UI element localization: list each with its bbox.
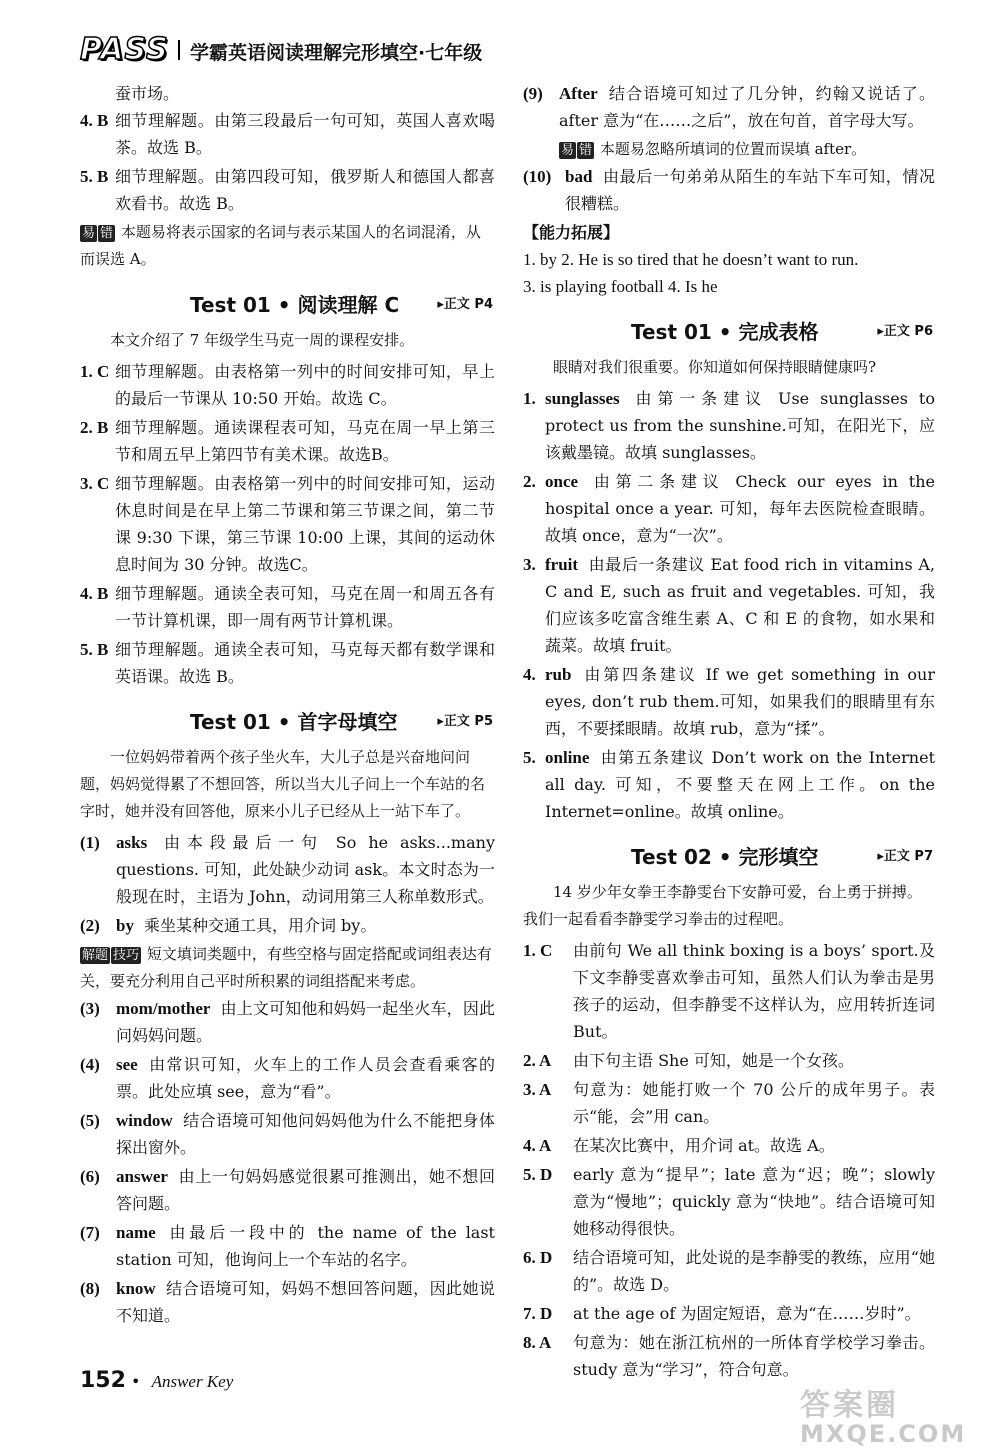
answer-item [80,636,495,690]
item-explanation: 句意为：她能打败一个 70 公斤的成年男子。表示“能，会”用 can。 [573,1080,935,1126]
answer-item [523,1244,935,1298]
header-divider [178,40,180,60]
section-intro: 眼睛对我们很重要。你知道如何保持眼睛健康吗? [553,358,877,376]
item-answer: know [116,1279,156,1298]
answer-item [523,1161,935,1242]
answer-item [80,470,495,578]
item-explanation: 由第二条建议 Check our eyes in the hospital once a year. 可知，每年去医院检查眼睛。故填 once，意为“一次”。 [545,472,935,545]
item-number: 8. A [523,1333,552,1352]
item-explanation: 乘坐某种交通工具，用介词 by。 [143,916,377,935]
item-answer: once [545,472,579,491]
answer-item [523,1329,935,1383]
item-number: 4. [523,665,536,684]
item-explanation: 由最后一段中的 the name of the last station 可知，他询问上一个车站的名字。 [116,1223,495,1269]
section-intro: 一位妈妈带着两个孩子坐火车，大儿子总是兴奋地问问题，妈妈觉得累了不想回答，所以当大儿子问上一个车站的名字时，她并没有回答他，原来小儿子已经从上一站下车了。 [80,748,486,820]
answer-item [523,744,935,825]
item-number: 6. D [523,1248,553,1267]
item-explanation: early 意为“提早”；late 意为“迟；晚”；slowly 意为“慢地”；quickly 意为“快地”。结合语境可知她移动得很快。 [573,1165,935,1238]
item-number: 3. A [523,1080,552,1099]
item-number: 1. C [523,941,553,960]
answer-item [80,995,495,1049]
item-explanation: 句意为：她在浙江杭州的一所体育学校学习拳击。study 意为“学习”，符合句意。 [573,1333,935,1379]
item-number: 2. [523,472,536,491]
item-answer: by [116,916,134,935]
extension-heading: 【能力拓展】 [523,223,620,242]
section-heading [523,833,935,877]
tip-text: 本题易将表示国家的名词与表示某国人的名词混淆，从而误选 A。 [80,223,481,268]
item-explanation: 细节理解题。由第三段最后一句可知，英国人喜欢喝茶。故选 B。 [115,111,495,157]
tip-badge: 易 [82,226,96,241]
section-heading [80,281,495,325]
item-answer: bad [565,167,593,186]
item-explanation: 由第五条建议 Don’t work on the Internet all day. 可知，不要整天在网上工作。on the Internet=online。故填 online。 [545,748,935,821]
item-number: (3) [80,999,100,1018]
item-number: 2. B [80,418,109,437]
item-number: 5. D [523,1165,553,1184]
section-page-ref: ▸正文 P5 [437,714,493,729]
item-number: (9) [523,84,543,103]
item-explanation: 由最后一条建议 Eat food rich in vitamins A, C and E, such as fruit and vegetables. 可知，我们应该多吃富含维生素 A、C 和 E 的食物，如水果和蔬菜。故填 fruit。 [545,555,935,655]
answer-item [523,1047,935,1074]
continued-text: 蚕市场。 [115,84,180,103]
tip-badge: 易 [561,143,575,158]
answer-item [80,912,495,939]
item-number: (6) [80,1167,100,1186]
item-number: 3. C [80,474,110,493]
item-answer: rub [545,665,572,684]
answer-item [523,80,935,134]
answer-item [80,580,495,634]
item-answer: see [116,1055,138,1074]
left-column [80,80,495,1331]
item-explanation: 细节理解题。由表格第一列中的时间安排可知，早上的最后一节课从 10:50 开始。故选 C。 [115,362,495,408]
item-explanation: 结合语境可知，妈妈不想回答问题，因此她说不知道。 [116,1279,495,1325]
bullet-separator: • [131,1372,141,1391]
item-explanation: 细节理解题。由表格第一列中的时间安排可知，运动休息时间是在早上第二节课和第三节课之间，第二节课 9:30 下课，第三节课 10:00 上课，其间的运动休息时间为 30 分钟。故选C。 [115,474,495,574]
item-answer: mom/mother [116,999,211,1018]
item-number: (10) [523,167,552,186]
item-number: (7) [80,1223,100,1242]
item-number: 1. [523,389,536,408]
item-number: 4. B [80,111,109,130]
item-number: (4) [80,1055,100,1074]
item-explanation: 由第一条建议 Use sunglasses to protect us from the sunshine.可知，在阳光下，应该戴墨镜。故填 sunglasses。 [545,389,935,462]
footer-label: Answer Key [151,1372,234,1391]
item-number: (5) [80,1111,100,1130]
item-explanation: 由前句 We all think boxing is a boys’ sport.及下文李静雯喜欢拳击可知，虽然人们认为拳击是男孩子的运动，但李静雯不这样认为，应用转折连词 But。 [573,941,935,1041]
watermark-url: MXQE.COM [800,1420,967,1448]
answer-item [80,1051,495,1105]
answer-item [80,829,495,910]
tip-text: 本题易忽略所填词的位置而误填 after。 [599,140,867,158]
right-column [523,80,935,1385]
answer-item [523,937,935,1045]
item-number: 5. B [80,167,109,186]
watermark [800,1380,990,1450]
tip-text: 短文填词类题中，有些空格与固定搭配或词组表达有关，要充分利用自己平时所积累的词组搭配来考虑。 [80,945,492,990]
answer-item [80,1107,495,1161]
extension-answers: 3. is playing football 4. Is he [523,277,718,296]
section-heading [523,308,935,352]
item-number: 4. A [523,1136,552,1155]
item-answer: answer [116,1167,168,1186]
item-explanation: 结合语境可知他问妈妈他为什么不能把身体探出窗外。 [116,1111,495,1157]
section-intro: 14 岁少年女拳王李静雯台下安静可爱，台上勇于拼搏。我们一起看看李静雯学习拳击的过程吧。 [523,883,922,928]
item-explanation: 由常识可知，火车上的工作人员会查看乘客的票。此处应填 see，意为“看”。 [116,1055,495,1101]
section-heading [80,698,495,742]
tip-badge: 解题 [82,948,109,963]
item-number: 3. [523,555,536,574]
item-answer: name [116,1223,156,1242]
answer-item [523,385,935,466]
item-answer: fruit [545,555,579,574]
item-explanation: 由第四条建议 If we get something in our eyes, don’t rub them.可知，如果我们的眼睛里有东西，不要揉眼睛。故填 rub，意为“揉”。 [545,665,935,738]
page-number: 152 [80,1368,126,1393]
section-page-ref: ▸正文 P7 [877,849,933,864]
item-number: (8) [80,1279,100,1298]
item-number: 7. D [523,1304,553,1323]
item-number: (1) [80,833,100,852]
answer-item [523,1076,935,1130]
extension-answers: 1. by 2. He is so tired that he doesn’t want to run. [523,250,859,269]
section-title: Test 01 • 完成表格 [631,320,819,344]
answer-item [80,1163,495,1217]
tip-badge: 错 [579,143,593,158]
item-number: 4. B [80,584,109,603]
section-title: Test 02 • 完形填空 [631,845,819,869]
answer-item [523,551,935,659]
answer-item [523,468,935,549]
section-title: Test 01 • 阅读理解 C [190,293,400,317]
item-answer: window [116,1111,173,1130]
item-answer: asks [116,833,148,852]
item-explanation: 由上一句妈妈感觉很累可推测出，她不想回答问题。 [116,1167,495,1213]
item-answer: online [545,748,590,767]
answer-item [523,661,935,742]
item-number: 5. [523,748,536,767]
book-title: 学霸英语阅读理解完形填空·七年级 [190,42,483,64]
section-title: Test 01 • 首字母填空 [190,710,398,734]
answer-item [523,163,935,217]
item-explanation: at the age of 为固定短语，意为“在……岁时”。 [573,1304,921,1323]
section-page-ref: ▸正文 P6 [877,324,933,339]
error-tip [523,136,935,163]
error-tip [80,219,495,273]
watermark-title: 答案圈 [800,1388,899,1423]
answer-item [80,1219,495,1273]
item-explanation: 细节理解题。通读全表可知，马克每天都有数学课和英语课。故选 B。 [115,640,495,686]
answer-item [80,358,495,412]
answer-item [80,107,495,161]
item-number: 2. A [523,1051,552,1070]
item-explanation: 由上文可知他和妈妈一起坐火车，因此问妈妈问题。 [116,999,495,1045]
answer-item [523,1300,935,1327]
item-number: 5. B [80,640,109,659]
item-explanation: 由下句主语 She 可知，她是一个女孩。 [573,1051,854,1070]
item-number: (2) [80,916,100,935]
pass-logo: PASS [80,32,169,67]
section-page-ref: ▸正文 P4 [437,297,493,312]
item-explanation: 在某次比赛中，用介词 at。故选 A。 [573,1136,835,1155]
tip-badge: 错 [100,226,114,241]
item-number: 1. C [80,362,110,381]
item-explanation: 结合语境可知过了几分钟，约翰又说话了。after 意为“在……之后”，放在句首，首字母大写。 [559,84,935,130]
solving-tip [80,941,495,995]
item-explanation: 由最后一句弟弟从陌生的车站下车可知，情况很糟糕。 [565,167,935,213]
page-footer [80,1368,233,1393]
answer-item [80,414,495,468]
section-intro: 本文介绍了 7 年级学生马克一周的课程安排。 [110,331,415,349]
page-header [80,30,940,70]
item-explanation: 细节理解题。通读课程表可知，马克在周一早上第三节和周五早上第四节有美术课。故选B。 [115,418,495,464]
answer-item [80,163,495,217]
item-explanation: 结合语境可知，此处说的是李静雯的教练，应用“她的”。故选 D。 [573,1248,935,1294]
answer-item [80,1275,495,1329]
item-explanation: 细节理解题。由第四段可知，俄罗斯人和德国人都喜欢看书。故选 B。 [115,167,495,213]
item-explanation: 细节理解题。通读全表可知，马克在周一和周五各有一节计算机课，即一周有两节计算机课。 [115,584,495,630]
tip-badge: 技巧 [113,948,140,963]
answer-item [523,1132,935,1159]
item-answer: sunglasses [545,389,620,408]
item-answer: After [559,84,598,103]
item-explanation: 由本段最后一句 So he asks...many questions. 可知，此处缺少动词 ask。本文时态为一般现在时，主语为 John，动词用第三人称单数形式。 [116,833,495,906]
